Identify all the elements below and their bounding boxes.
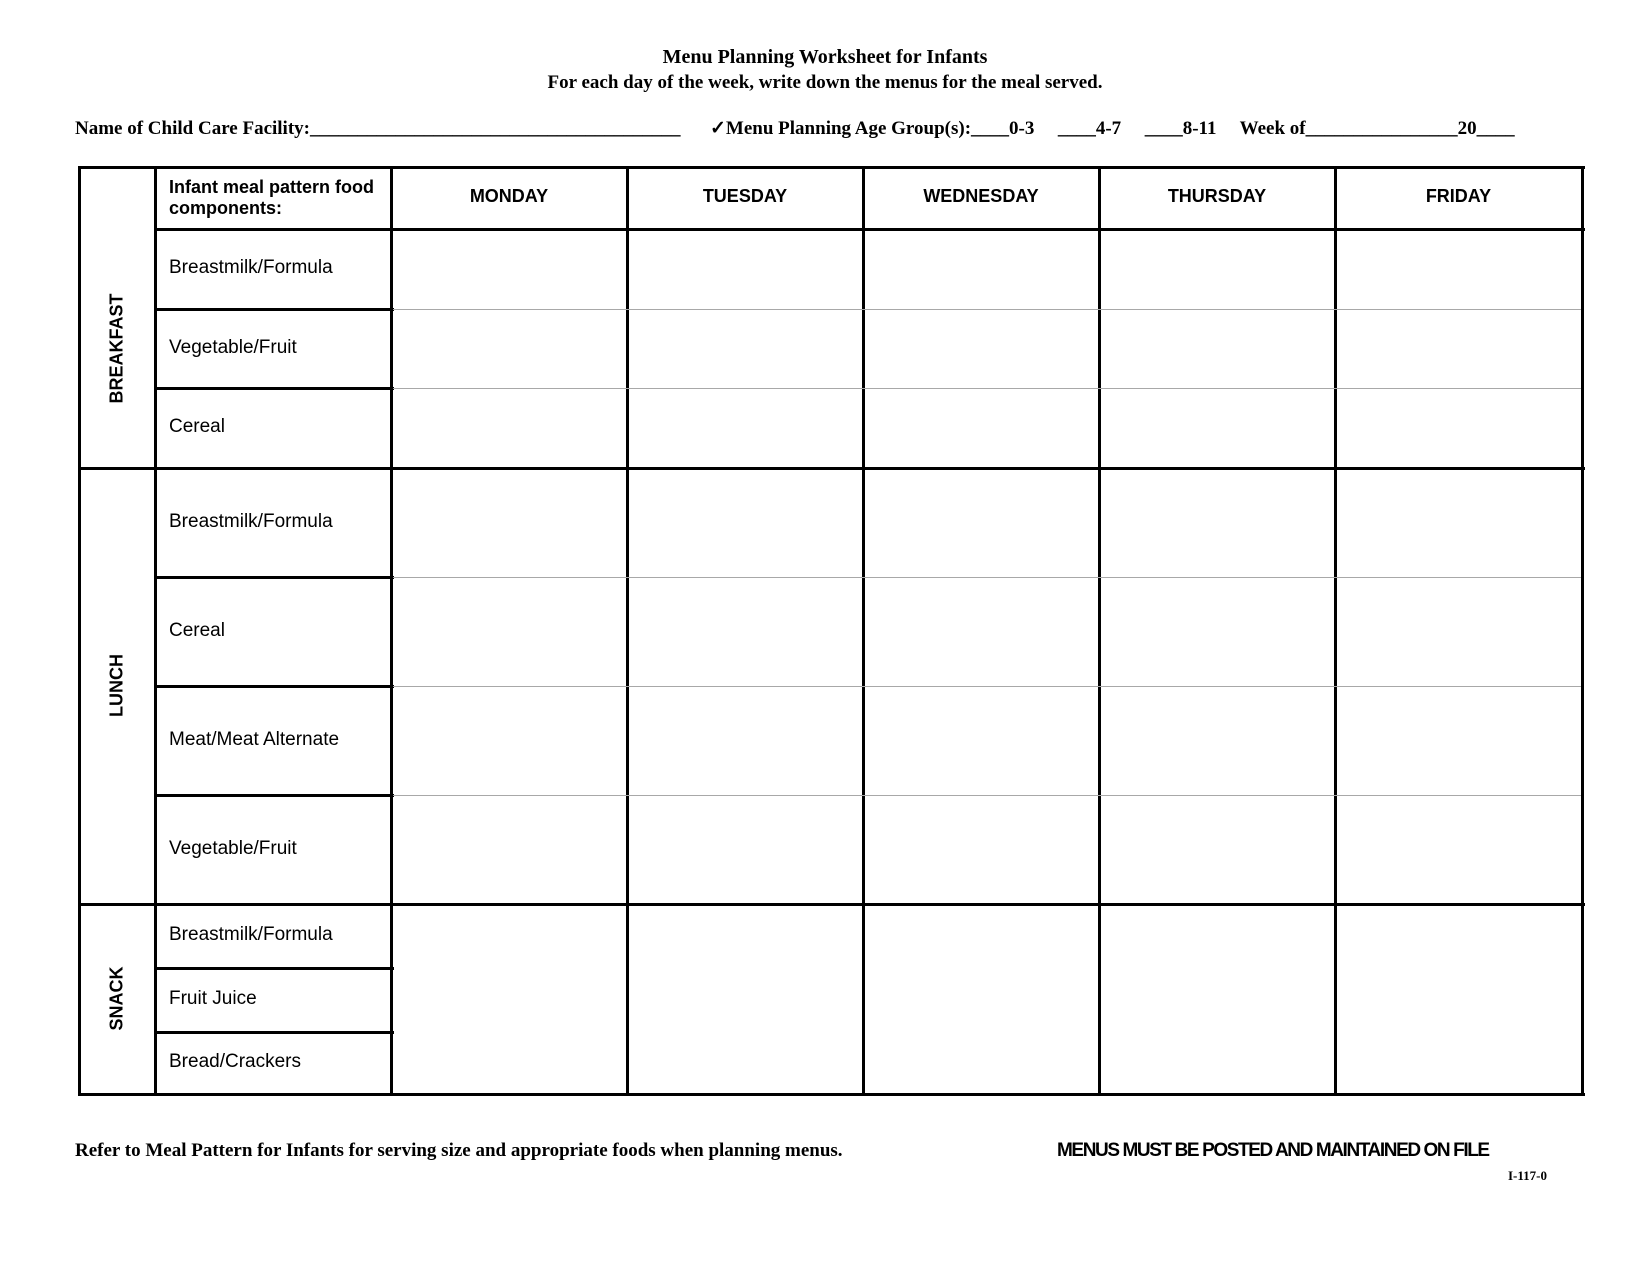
day-header-friday: FRIDAY (1425, 186, 1492, 206)
component-separator (155, 308, 394, 311)
facility-label: Name of Child Care Facility: (75, 118, 310, 139)
menu-grid (79, 167, 1582, 1094)
component-label: Breastmilk/Formula (169, 510, 333, 532)
menu-cell-lunch-thursday[interactable] (1101, 470, 1333, 902)
menu-cell-snack-wednesday[interactable] (865, 906, 1097, 1092)
menu-cell-breakfast-monday[interactable] (393, 231, 625, 466)
meal-label-snack: SNACK (106, 966, 127, 1031)
component-separator (155, 1031, 394, 1034)
menu-cell-snack-monday[interactable] (393, 906, 625, 1092)
age-group-label: ✓Menu Planning Age Group(s): (710, 118, 972, 139)
facility-name-field[interactable]: _______________________________________ (310, 118, 681, 139)
day-header-thursday: THURSDAY (1167, 186, 1267, 206)
day-header-tuesday: TUESDAY (702, 186, 788, 206)
week-of-label: Week of (1239, 118, 1306, 139)
menu-cell-breakfast-wednesday[interactable] (865, 231, 1097, 466)
component-separator (155, 794, 394, 797)
menu-cell-snack-friday[interactable] (1337, 906, 1580, 1092)
age-group-8-11-field[interactable]: ____8-11 (1144, 118, 1217, 139)
age-group-4-7-field[interactable]: ____4-7 (1057, 118, 1122, 139)
component-label: Cereal (169, 619, 225, 641)
age-group-0-3-field[interactable]: ____0-3 (971, 118, 1035, 139)
week-of-field[interactable]: ________________20____ (1305, 118, 1515, 139)
footer-notice: MENUS MUST BE POSTED AND MAINTAINED ON FILE (1057, 1140, 1489, 1161)
day-header-wednesday: WEDNESDAY (923, 186, 1039, 206)
menu-cell-lunch-tuesday[interactable] (629, 470, 861, 902)
component-label: Breastmilk/Formula (169, 924, 333, 945)
column-line-0 (78, 166, 81, 1096)
component-separator (155, 387, 394, 390)
meal-label-lunch: LUNCH (106, 654, 127, 717)
component-header: Infant meal pattern food components: (169, 177, 375, 218)
component-label: Bread/Crackers (169, 1051, 301, 1072)
component-separator (155, 685, 394, 688)
menu-cell-lunch-wednesday[interactable] (865, 470, 1097, 902)
column-line-7 (1581, 166, 1584, 1096)
menu-cell-snack-thursday[interactable] (1101, 906, 1333, 1092)
menu-cell-breakfast-thursday[interactable] (1101, 231, 1333, 466)
footer-note: Refer to Meal Pattern for Infants for serving size and appropriate foods when planning menus. (75, 1140, 843, 1161)
page-title: Menu Planning Worksheet for Infants (662, 46, 988, 68)
component-label: Vegetable/Fruit (169, 837, 297, 859)
component-separator (155, 576, 394, 579)
column-line-1 (154, 166, 157, 1096)
form-code: I-117-0 (1508, 1168, 1547, 1183)
menu-cell-lunch-friday[interactable] (1337, 470, 1580, 902)
meal-label-breakfast: BREAKFAST (106, 293, 127, 404)
grid-border-bottom (79, 1093, 1585, 1096)
grid-border-top (79, 166, 1585, 169)
menu-cell-breakfast-friday[interactable] (1337, 231, 1580, 466)
info-line (75, 117, 1585, 140)
component-label: Vegetable/Fruit (169, 336, 297, 358)
component-separator (155, 967, 394, 970)
day-header-monday: MONDAY (469, 186, 549, 206)
component-label: Breastmilk/Formula (169, 256, 333, 278)
menu-cell-breakfast-tuesday[interactable] (629, 231, 861, 466)
menu-cell-lunch-monday[interactable] (393, 470, 625, 902)
component-label: Fruit Juice (169, 988, 257, 1009)
component-label: Cereal (169, 416, 225, 438)
menu-cell-snack-tuesday[interactable] (629, 906, 861, 1092)
component-label: Meat/Meat Alternate (169, 728, 340, 750)
page-subtitle: For each day of the week, write down the menus for the meal served. (547, 72, 1103, 93)
